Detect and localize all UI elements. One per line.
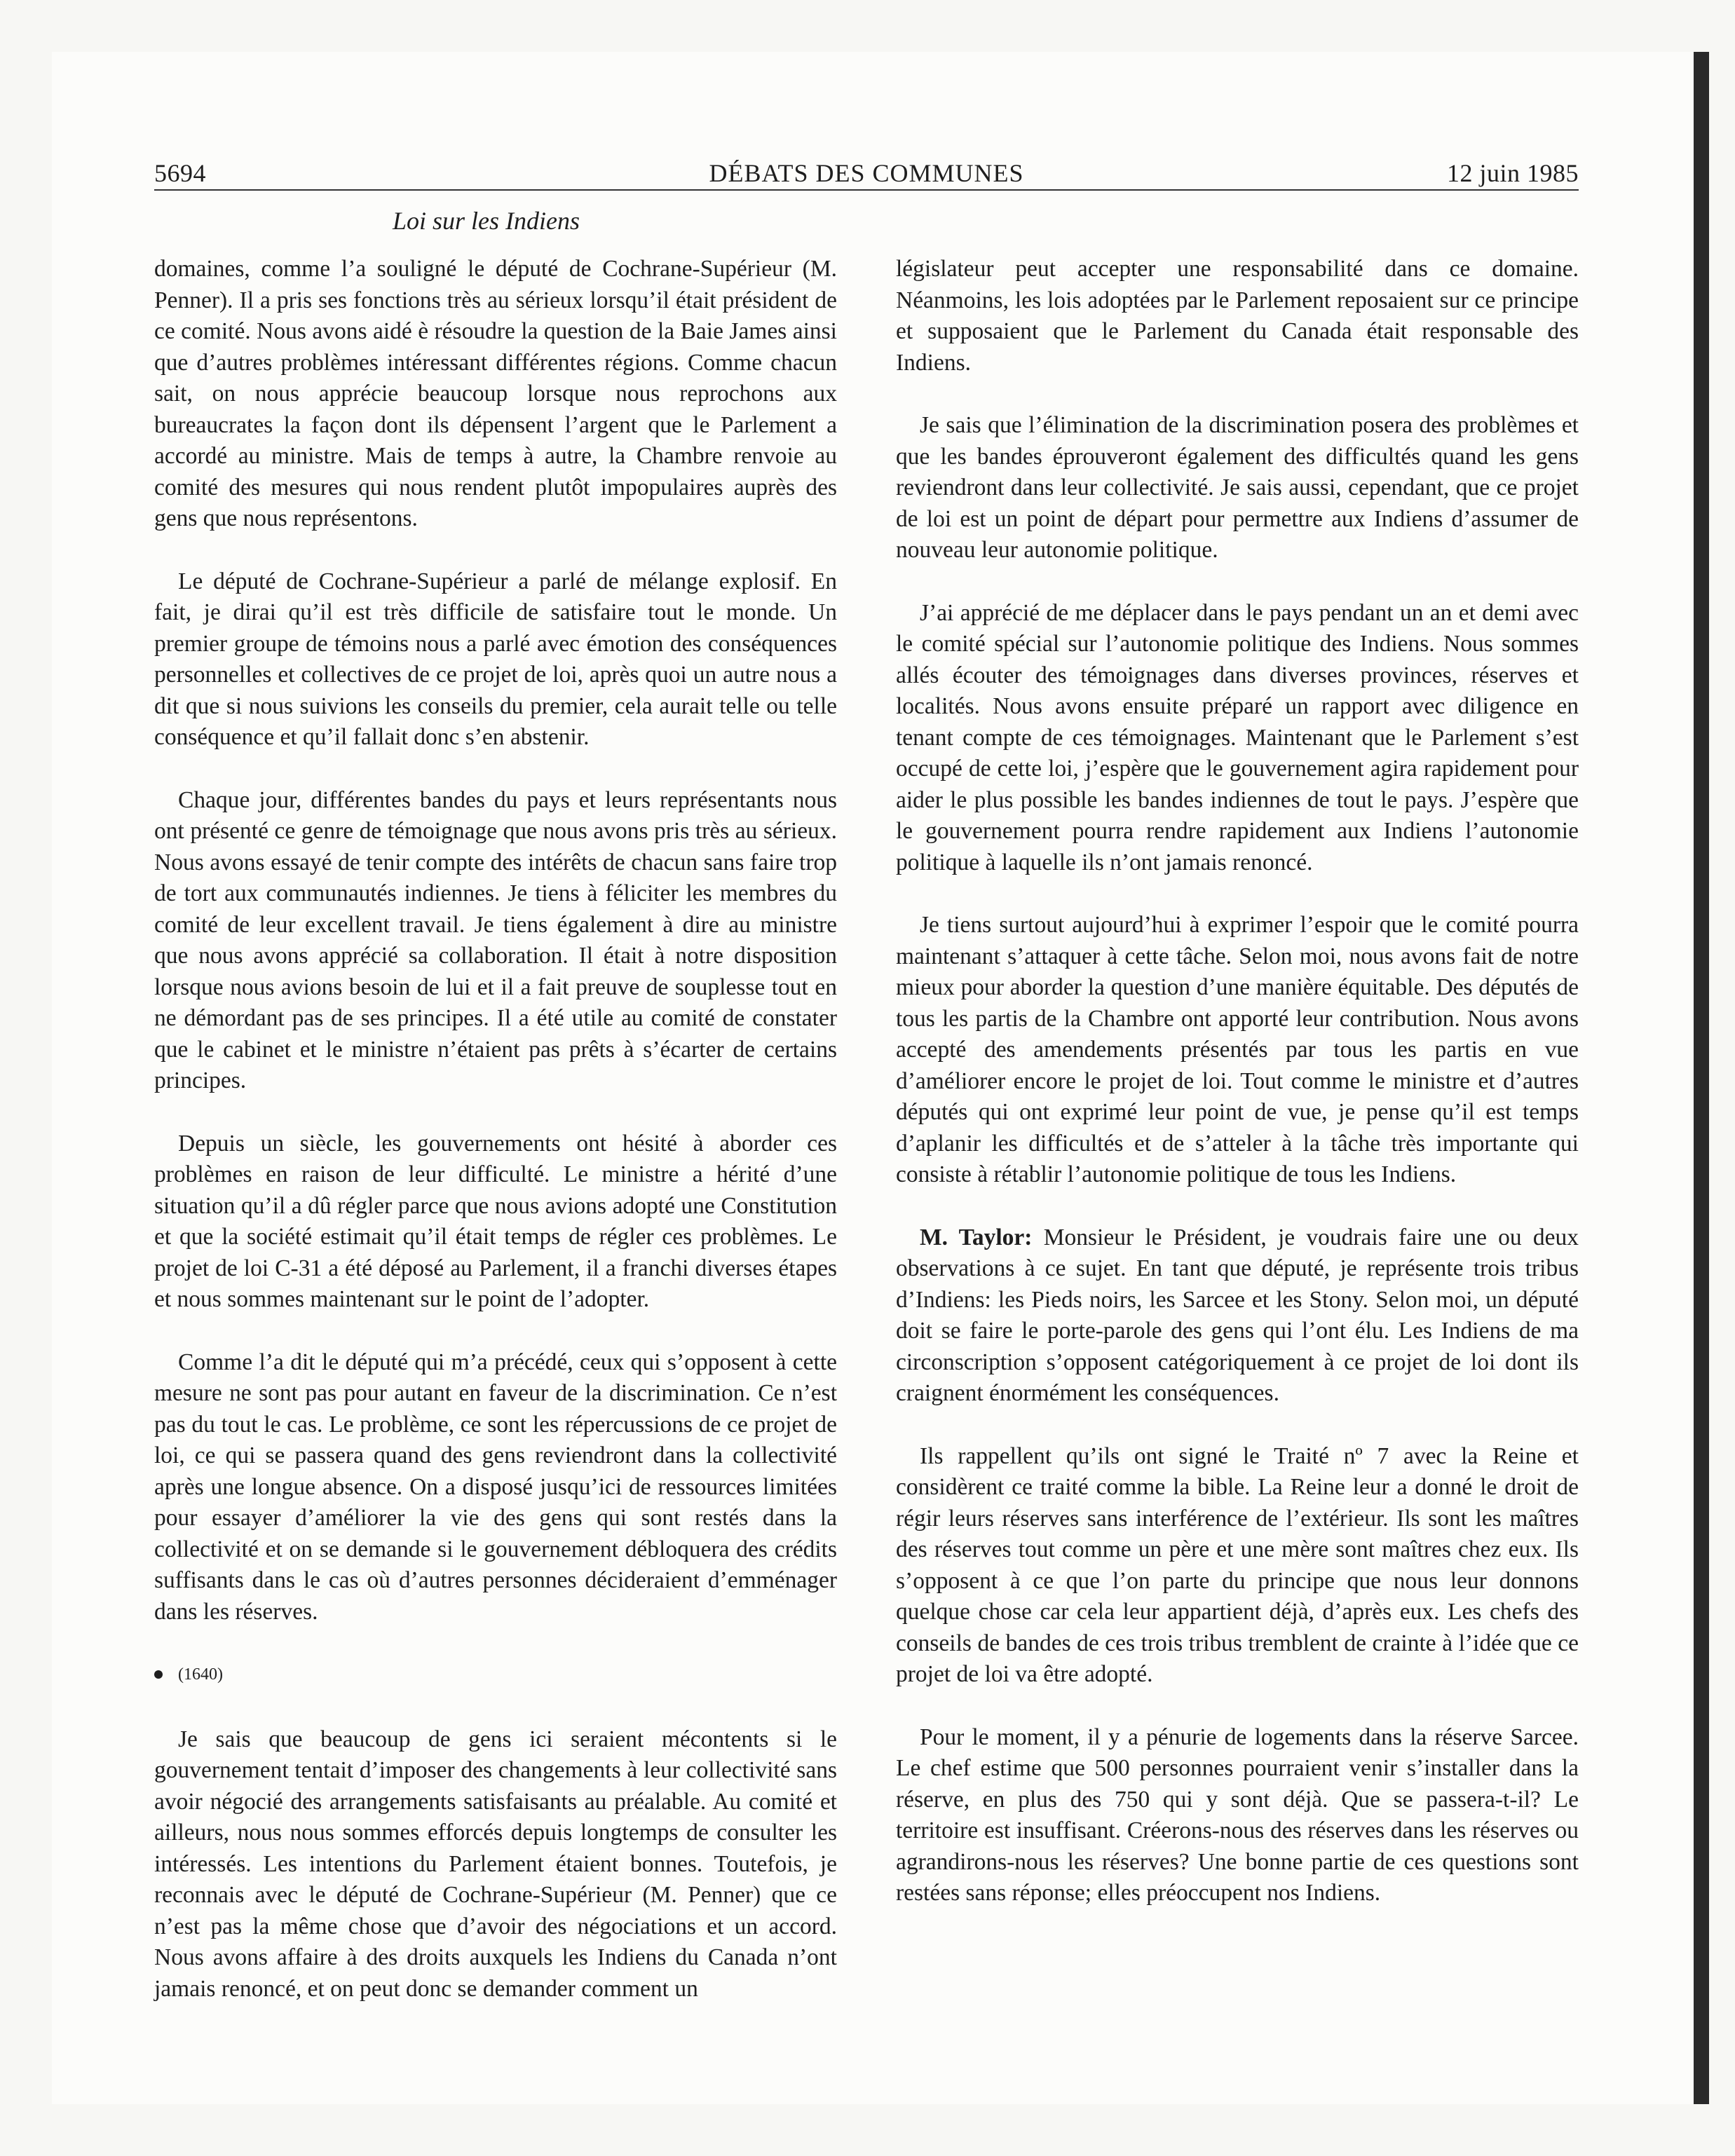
paragraph: Ils rappellent qu’ils ont signé le Traité nº 7 avec la Reine et considèrent ce traité comme la bible. La Reine leur a donné le droit de régir leurs réserves sans interférence de l’extérieur. Ils sont les maîtres des réserves tout comme un père et une mère sont maîtres chez eux. Ils s’opposent à ce que l’on parte du principe que nous leur donnons quelque chose car cela leur appartient déjà, d’après eux. Les chefs des conseils de bandes de ces trois tribus tremblent de crainte à l’idée que ce projet de loi va être adopté. — [896, 1442, 1579, 1687]
section-subtitle: Loi sur les Indiens — [393, 207, 580, 235]
paragraph: Je tiens surtout aujourd’hui à exprimer l’espoir que le comité pourra maintenant s’attaquer à cette tâche. Selon moi, nous avons fait de notre mieux pour aborder la question d’une manière équitable. Des députés de tous les partis de la Chambre ont apporté leur contribution. Nous avons accepté des amendements présentés par tous les partis en vue d’améliorer encore le projet de loi. Tout comme le ministre et d’autres députés qui ont exprimé leur point de vue, je pense qu’il est temps d’aplanir les difficultés et de s’atteler à la tâche très importante qui consiste à rétablir l’autonomie politique de tous les Indiens. — [896, 912, 1579, 1187]
paragraph: législateur peut accepter une responsabilité dans ce domaine. Néanmoins, les lois adoptées par le Parlement reposaient sur ce principe et supposaient que le Parlement du Canada était responsable des Indiens. — [896, 256, 1579, 376]
page-number: 5694 — [154, 159, 206, 187]
paragraph: Je sais que l’élimination de la discrimination posera des problèmes et que les bandes éprouveront également des difficultés quand les gens reviendront dans leur collectivité. Je sais aussi, cependant, que ce projet de loi est un point de départ pour permettre aux Indiens d’assumer de nouveau leur autonomie politique. — [896, 412, 1579, 563]
paragraph: Comme l’a dit le député qui m’a précédé, ceux qui s’opposent à cette mesure ne sont pas pour autant en faveur de la discrimination. Ce n’est pas du tout le cas. Le problème, ce sont les répercussions de ce projet de loi, ce qui se passera quand des gens reviendront dans la collectivité après une longue absence. On a disposé jusqu’ici de ressources limitées pour essayer d’améliorer la vie des gens qui sont restés dans la collectivité et on se demande si le gouvernement débloquera des crédits suffisants dans le cas où d’autres personnes décideraient d’emménager dans les réserves. — [154, 1349, 837, 1625]
left-column — [154, 254, 837, 2048]
bullet-icon — [154, 1670, 163, 1679]
header-date: 12 juin 1985 — [1446, 159, 1579, 187]
paragraph: Le député de Cochrane-Supérieur a parlé de mélange explosif. En fait, je dirai qu’il est très difficile de satisfaire tout le monde. Un premier groupe de témoins nous a parlé avec émotion des conséquences personnelles et collectives de ce projet de loi, après quoi un autre nous a dit que si nous suivions les conseils du premier, cela aurait telle ou telle conséquence et qu’il fallait donc s’en abstenir. — [154, 568, 837, 750]
running-header — [154, 158, 1579, 189]
paragraph: Pour le moment, il y a pénurie de logements dans la réserve Sarcee. Le chef estime que 500 personnes pourraient venir s’installer dans la réserve, en plus des 750 qui y sont déjà. Que se passera-t-il? Le territoire est insuffisant. Créerons-nous des réserves dans les réserves ou agrandirons-nous les réserves? Une bonne partie de ces questions sont restées sans réponse; elles préoccupent nos Indiens. — [896, 1724, 1579, 1906]
time-marker — [154, 1659, 837, 1691]
time-marker-label: (1640) — [178, 1665, 223, 1684]
paragraph: Chaque jour, différentes bandes du pays et leurs représentants nous ont présenté ce genre de témoignage que nous avons pris très au sérieux. Nous avons essayé de tenir compte des intérêts de chacun sans faire trop de tort aux communautés indiennes. Je tiens à féliciter les membres du comité de leur excellent travail. Je tiens également à dire au ministre que nous avons apprécié sa collaboration. Il était à notre disposition lorsque nous avions besoin de lui et il a fait preuve de souplesse tout en ne démordant pas de ses principes. Il a été utile au comité de constater que le cabinet et le ministre n’étaient pas prêts à s’écarter de certains principes. — [154, 786, 837, 1093]
speaker-paragraph — [896, 1222, 1579, 1410]
speaker-text: Monsieur le Président, je voudrais faire une ou deux observations à ce sujet. En tant que député, je représente trois tribus d’Indiens: les Pieds noirs, les Sarcee et les Stony. Selon moi, un député doit se faire le porte-parole des gens qui l’ont élu. Les Indiens de ma circonscription s’opposent catégoriquement à ce projet de loi dont ils craignent énormément les conséquences. — [896, 1224, 1579, 1406]
right-column — [896, 254, 1579, 2048]
speaker-name: M. Taylor: — [920, 1224, 1033, 1250]
publication-title: DÉBATS DES COMMUNES — [709, 159, 1024, 187]
header-rule — [154, 189, 1579, 191]
paragraph: Depuis un siècle, les gouvernements ont hésité à aborder ces problèmes en raison de leur difficulté. Le ministre a hérité d’une situation qu’il a dû régler parce que nous avions adopté une Constitution et que la société estimait qu’il était temps de régler ces problèmes. Le projet de loi C-31 a été déposé au Parlement, il a franchi diverses étapes et nous sommes maintenant sur le point de l’adopter. — [154, 1130, 837, 1312]
paragraph: Je sais que beaucoup de gens ici seraient mécontents si le gouvernement tentait d’imposer des changements à leur collectivité sans avoir négocié des arrangements satisfaisants au préalable. Au comité et ailleurs, nous nous sommes efforcés depuis longtemps de consulter les intéressés. Les intentions du Parlement étaient bonnes. Toutefois, je reconnais avec le député de Cochrane-Supérieur (M. Penner) que ce n’est pas la même chose que d’avoir des négociations et un accord. Nous avons affaire à des droits auxquels les Indiens du Canada n’ont jamais renoncé, et on peut donc se demander comment un — [154, 1726, 837, 2002]
scan-edge-shadow — [1694, 52, 1709, 2104]
paragraph: J’ai apprécié de me déplacer dans le pays pendant un an et demi avec le comité spécial sur l’autonomie politique des Indiens. Nous sommes allés écouter des témoignages dans diverses provinces, réserves et localités. Nous avons ensuite préparé un rapport avec diligence en tenant compte de ces témoignages. Maintenant que le Parlement s’est occupé de cette loi, j’espère que le gouvernement agira rapidement pour aider le plus possible les bandes indiennes de tout le pays. J’espère que le gouvernement pourra rendre rapidement aux Indiens l’autonomie politique à laquelle ils n’ont jamais renoncé. — [896, 599, 1579, 875]
paragraph: domaines, comme l’a souligné le député de Cochrane-Supérieur (M. Penner). Il a pris ses fonctions très au sérieux lorsqu’il était président de ce comité. Nous avons aidé è résoudre la question de la Baie James ainsi que d’autres problèmes intéressant différentes régions. Comme chacun sait, on nous apprécie beaucoup lorsque nous reprochons aux bureaucrates la façon dont ils dépensent l’argent que le Parlement a accordé au ministre. Mais de temps à autre, la Chambre renvoie au comité des mesures qui nous rendent plutôt impopulaires auprès des gens que nous représentons. — [154, 256, 837, 531]
